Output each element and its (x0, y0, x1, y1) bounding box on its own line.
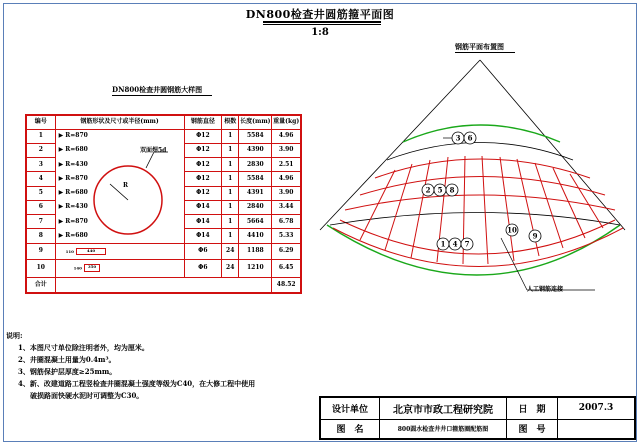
note-item: 3、钢筋保护层厚度≥25mm。 (18, 367, 117, 376)
row-shape: ▶ R=870 (55, 129, 184, 143)
row-shape: ▶ R=680 (55, 229, 184, 243)
header-shape: 钢筋形状及尺寸或半径(mm) (55, 115, 184, 129)
note-item: 4、新、改建道路工程竖检查井圈混凝土强度等级为C40，在大修工程中使用 (18, 379, 256, 388)
weld-label: 双面焊5d (140, 147, 167, 154)
row-dia: Φ12 (184, 186, 222, 200)
row-no: 8 (26, 229, 55, 243)
date-value: 2007.3 (558, 397, 636, 419)
fan-left-edge (320, 60, 480, 230)
date-label: 日 期 (507, 397, 558, 419)
design-unit-value: 北京市市政工程研究院 (380, 397, 507, 419)
header-count: 根数 (222, 115, 239, 129)
drawing-name-label: 图 名 (320, 419, 380, 439)
row-no: 1 (26, 129, 55, 143)
row-length: 5584 (239, 129, 272, 143)
total-label: 合计 (26, 278, 55, 293)
title-underline (263, 21, 381, 23)
green-arc-outer (327, 225, 620, 275)
svg-text:8: 8 (449, 185, 455, 195)
row-length: 2830 (239, 158, 272, 172)
title-block (319, 396, 636, 440)
row-count: 1 (222, 158, 239, 172)
row-length: 5664 (239, 215, 272, 229)
drawing-no-label: 图 号 (507, 419, 558, 439)
row-no: 2 (26, 143, 55, 157)
row-length: 4390 (239, 143, 272, 157)
row-weight: 5.33 (272, 229, 301, 243)
row-count: 1 (222, 129, 239, 143)
row-length: 2840 (239, 200, 272, 214)
row-dia: Φ14 (184, 215, 222, 229)
drawing-scale: 1:8 (311, 27, 329, 38)
row-count: 1 (222, 200, 239, 214)
row-shape: ▶ R=430 (55, 158, 184, 172)
row-dia: Φ14 (184, 200, 222, 214)
rebar-circle-detail (88, 140, 168, 245)
row-weight: 3.90 (272, 143, 301, 157)
svg-text:4: 4 (452, 239, 458, 249)
radius-label: R (123, 182, 128, 189)
svg-text:9: 9 (532, 231, 538, 241)
weld-leader (146, 152, 154, 168)
svg-text:3: 3 (455, 133, 461, 143)
table-total-row (26, 278, 301, 293)
green-arc-inner (403, 125, 560, 142)
note-item: 2、井圈混凝土用量为0.4m³。 (18, 355, 116, 364)
total-spacer (55, 278, 272, 293)
drawing-name-value: 800圆水检查井井口箍筋圈配筋图 (380, 419, 507, 439)
row-weight: 6.78 (272, 215, 301, 229)
drawing-no-value (558, 419, 636, 439)
svg-text:7: 7 (464, 239, 470, 249)
notes (6, 330, 255, 402)
header-length: 长度(mm) (239, 115, 272, 129)
row-no: 7 (26, 215, 55, 229)
total-weight: 48.52 (272, 278, 301, 293)
red-arc-5 (333, 225, 623, 267)
header-weight: 重量(kg) (272, 115, 301, 129)
bottom-leader (501, 238, 527, 290)
row-no: 4 (26, 172, 55, 186)
rebar-table-title-underline (112, 95, 212, 96)
row-shape: ▶ R=870 (55, 172, 184, 186)
row-weight: 3.44 (272, 200, 301, 214)
row-dia: Φ12 (184, 172, 222, 186)
row-length: 5584 (239, 172, 272, 186)
title-underline-thin (263, 24, 381, 25)
svg-text:5: 5 (437, 185, 443, 195)
header-no: 编号 (26, 115, 55, 129)
svg-text:2: 2 (425, 185, 431, 195)
note-item: 1、本图尺寸单位除注明者外，均为厘米。 (18, 343, 149, 352)
row-dia: Φ14 (184, 229, 222, 243)
row-count: 1 (222, 229, 239, 243)
row-shape-stirrup: 110 440 (55, 243, 184, 259)
rebar-table-header (26, 115, 301, 129)
row-no: 5 (26, 186, 55, 200)
row-no: 10 (26, 259, 55, 277)
row-count: 1 (222, 172, 239, 186)
svg-text:6: 6 (467, 133, 473, 143)
rebar-table-title: DN800检查井圆钢筋大样图 (112, 85, 203, 94)
row-dia: Φ12 (184, 129, 222, 143)
row-no: 3 (26, 158, 55, 172)
row-weight: 3.90 (272, 186, 301, 200)
row-no: 9 (26, 243, 55, 259)
row-count: 24 (222, 243, 239, 259)
table-row (26, 259, 301, 277)
drawing-title: DN800检查井圆筋箍平面图 (245, 8, 395, 21)
row-dia: Φ12 (184, 143, 222, 157)
note-item-cont: 破损路面快硬水泥时可调整为C30。 (30, 391, 144, 400)
row-dia: Φ12 (184, 158, 222, 172)
plan-bottom-label: 人工钢筋连接 (527, 286, 564, 293)
row-length: 4391 (239, 186, 272, 200)
row-count: 24 (222, 259, 239, 277)
notes-heading: 说明: (6, 331, 23, 340)
black-arc-inner (387, 143, 573, 161)
row-shape: ▶ R=870 (55, 215, 184, 229)
row-weight: 4.96 (272, 129, 301, 143)
row-count: 1 (222, 215, 239, 229)
red-arc-3 (345, 195, 615, 210)
header-diameter: 钢筋直径 (184, 115, 222, 129)
row-weight: 4.96 (272, 172, 301, 186)
row-no: 6 (26, 200, 55, 214)
svg-text:10: 10 (507, 225, 517, 235)
svg-text:1: 1 (440, 239, 446, 249)
row-weight: 6.45 (272, 259, 301, 277)
row-weight: 6.29 (272, 243, 301, 259)
row-length: 4410 (239, 229, 272, 243)
row-length: 1210 (239, 259, 272, 277)
row-count: 1 (222, 143, 239, 157)
row-shape-stirrup: 140 350 (55, 259, 184, 277)
row-shape: ▶ R=430 (55, 200, 184, 214)
table-row (26, 243, 301, 259)
plan-title: 钢筋平面布置图 (455, 42, 504, 51)
row-count: 1 (222, 186, 239, 200)
row-shape: ▶ R=680 (55, 143, 184, 157)
design-unit-label: 设计单位 (320, 397, 380, 419)
red-arc-2 (360, 177, 605, 196)
row-weight: 2.51 (272, 158, 301, 172)
row-dia: Φ6 (184, 243, 222, 259)
row-shape: ▶ R=680 (55, 186, 184, 200)
row-dia: Φ6 (184, 259, 222, 277)
fan-right-edge (480, 60, 625, 230)
rebar-plan-drawing (315, 50, 630, 305)
red-radial-stirrups (360, 156, 603, 264)
row-length: 1188 (239, 243, 272, 259)
